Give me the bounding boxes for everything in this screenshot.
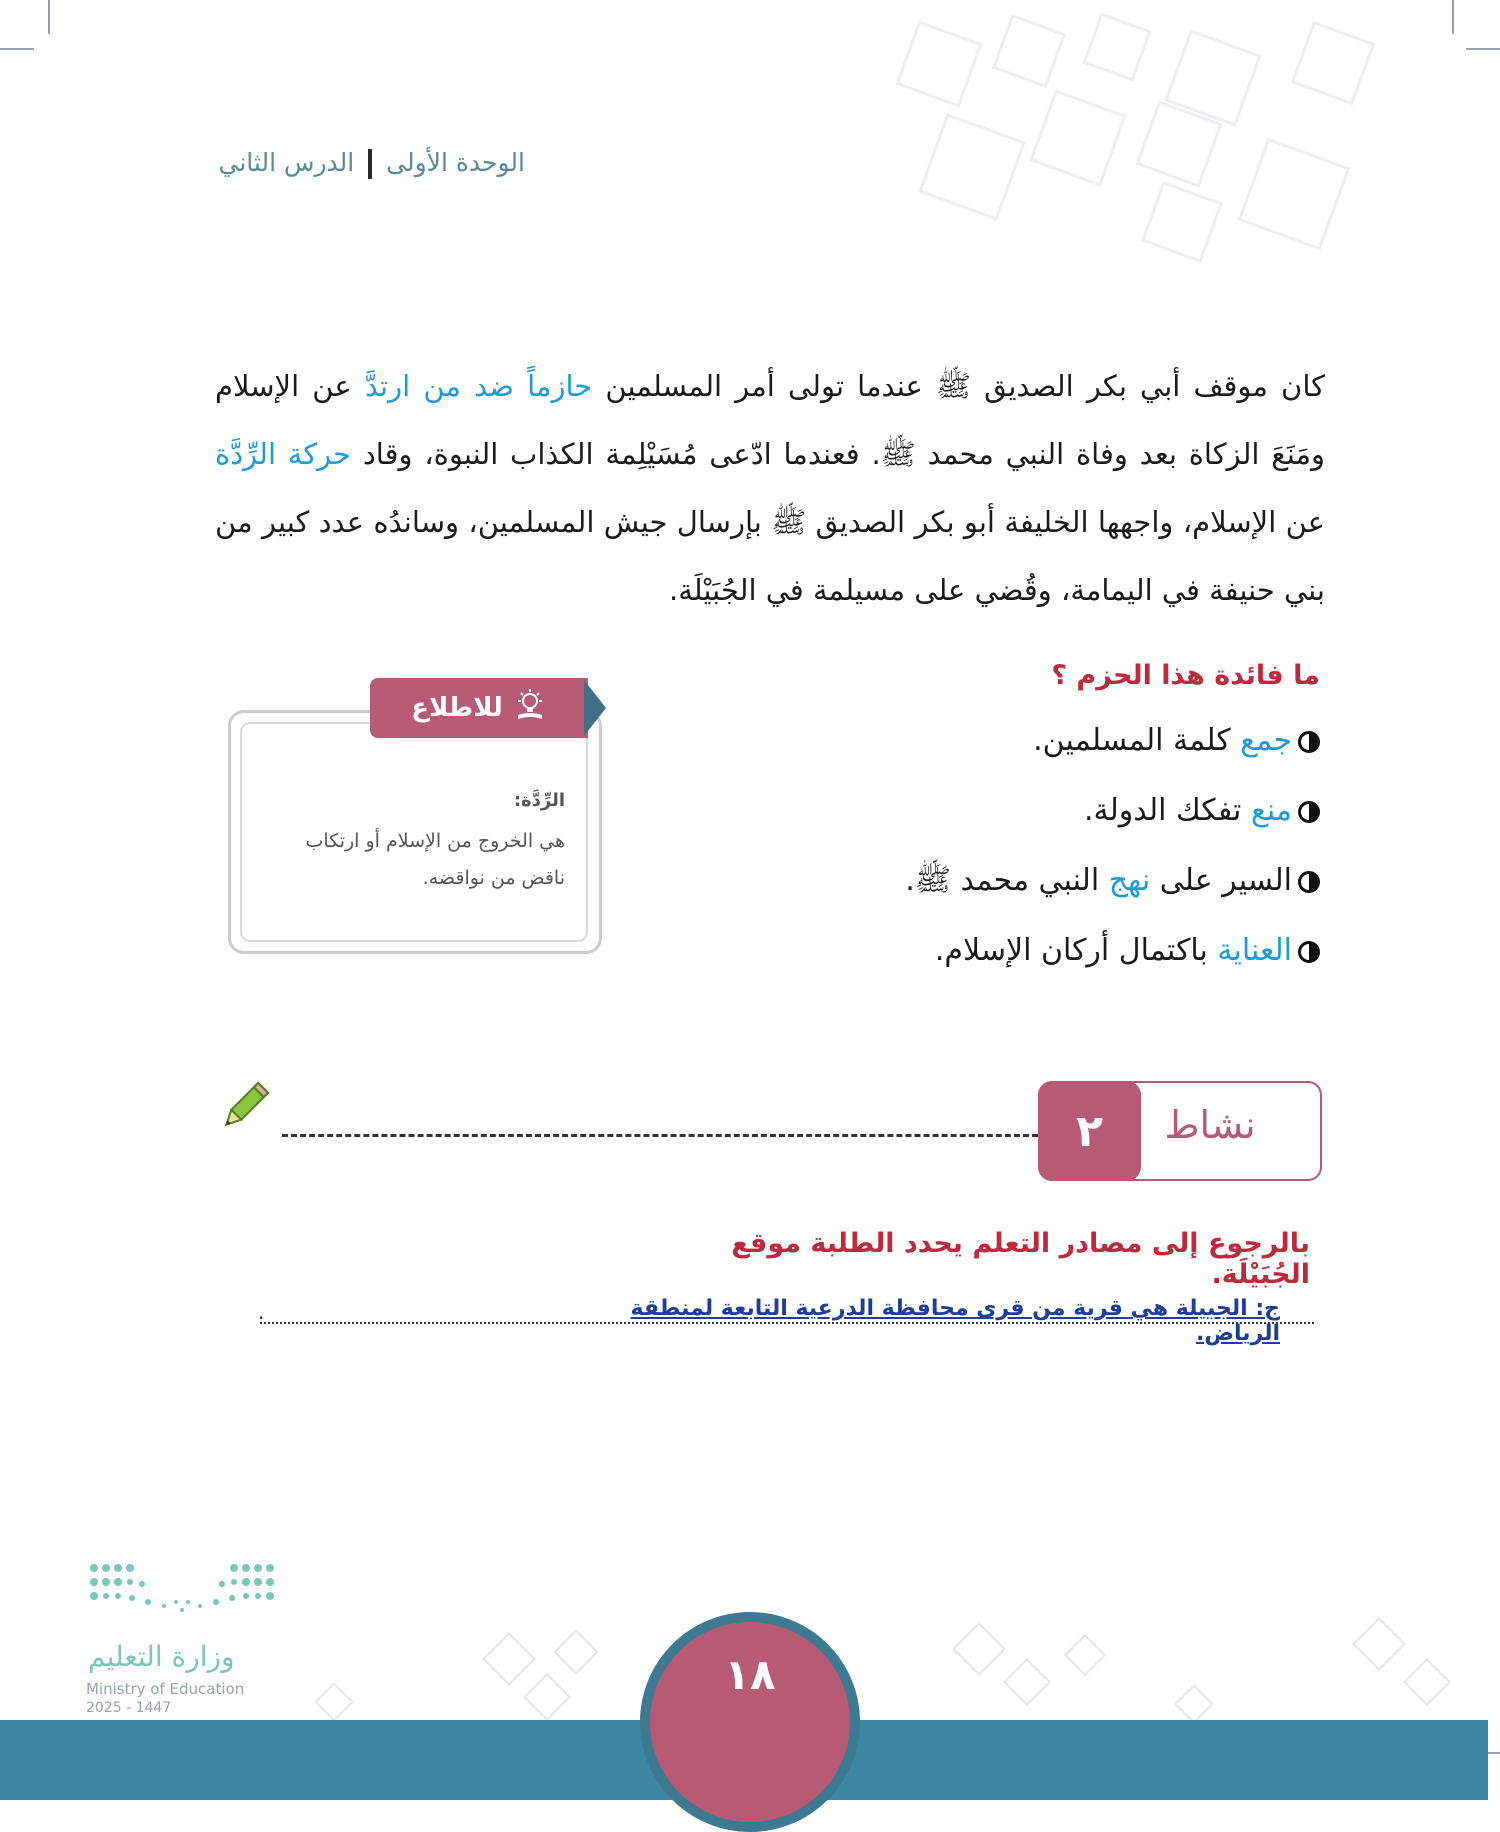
activity-dashed-line (282, 1134, 1038, 1137)
crop-mark (48, 0, 50, 34)
bullet-highlight: منع (1250, 793, 1292, 828)
question-title: ما فائدة هذا الحزم ؟ (1051, 660, 1320, 691)
bullet-text: تفكك الدولة. (1083, 793, 1251, 828)
header-separator (368, 149, 372, 179)
list-item (850, 858, 1320, 928)
page-header (205, 148, 525, 179)
bullet-icon (1298, 871, 1320, 893)
page-number: ١٨ (724, 1650, 776, 1699)
intro-text: كان موقف أبي بكر الصديق ﷺ عندما تولى أمر المسلمين (592, 369, 1325, 403)
bullet-text: كلمة المسلمين. (1033, 723, 1241, 758)
intro-highlight: حازماً ضد من ارتدَّ (364, 369, 593, 403)
activity-answer: ج: الجبيلة هي قرية من قرى محافظة الدرعية التابعة لمنطقة الرياض. (630, 1296, 1280, 1346)
bullet-icon (1298, 731, 1320, 753)
intro-text: عن الإسلام ومَنَعَ الزكاة بعد وفاة النبي محمد ﷺ. فعندما ادّعى مُسَيْلِمة الكذاب النبوة، وقاد (215, 369, 1325, 471)
info-definition: هي الخروج من الإسلام أو ارتكاب ناقض من نواقضه. (305, 830, 565, 889)
bullet-highlight: العناية (1217, 933, 1292, 968)
activity-number-text: ٢ (1076, 1105, 1103, 1157)
crop-mark (1466, 48, 1500, 50)
bullet-icon (1298, 941, 1320, 963)
ministry-name-ar: وزارة التعليم (88, 1640, 235, 1673)
info-tab-arrow (584, 680, 606, 736)
activity-label: نشاط (1164, 1103, 1256, 1147)
intro-highlight: حركة الرِّدَّة (215, 437, 352, 471)
ministry-name-en: Ministry of Education (86, 1680, 245, 1698)
intro-paragraph (215, 352, 1325, 624)
lightbulb-book-icon (513, 688, 547, 729)
benefits-list (850, 718, 1320, 998)
answer-line-end: . (258, 1300, 265, 1324)
list-item (850, 718, 1320, 788)
activity-task: بالرجوع إلى مصادر التعلم يحدد الطلبة موقع الجُبَيْلَة. (731, 1228, 1310, 1290)
info-box-tab-label: للاطلاع (411, 693, 503, 723)
edition-year: 2025 - 1447 (86, 1700, 172, 1716)
bullet-text: النبي محمد ﷺ. (905, 863, 1109, 898)
lesson-title: الدرس الثاني (218, 148, 355, 177)
pencil-icon (215, 1078, 273, 1140)
crop-mark (1452, 0, 1454, 34)
ministry-logo-icon (88, 1562, 278, 1618)
bullet-text: باكتمال أركان الإسلام. (934, 933, 1218, 968)
bullet-highlight: جمع (1240, 723, 1292, 758)
info-term: الرِّدَّة: (513, 790, 565, 811)
list-item (850, 788, 1320, 858)
bullet-highlight: نهج (1108, 863, 1151, 898)
crop-mark (0, 48, 34, 50)
intro-text: عن الإسلام، واجهها الخليفة أبو بكر الصديق ﷺ بإرسال جيش المسلمين، وساندُه عدد كبير من بني حنيفة في اليمامة، وقُضي على مسيلمة في الجُبَيْلَة. (215, 505, 1325, 607)
list-item (850, 928, 1320, 998)
bullet-text: السير على (1150, 863, 1292, 898)
activity-number (1038, 1081, 1141, 1181)
bullet-icon (1298, 801, 1320, 823)
info-box-tab (370, 678, 588, 738)
unit-title: الوحدة الأولى (386, 148, 525, 177)
